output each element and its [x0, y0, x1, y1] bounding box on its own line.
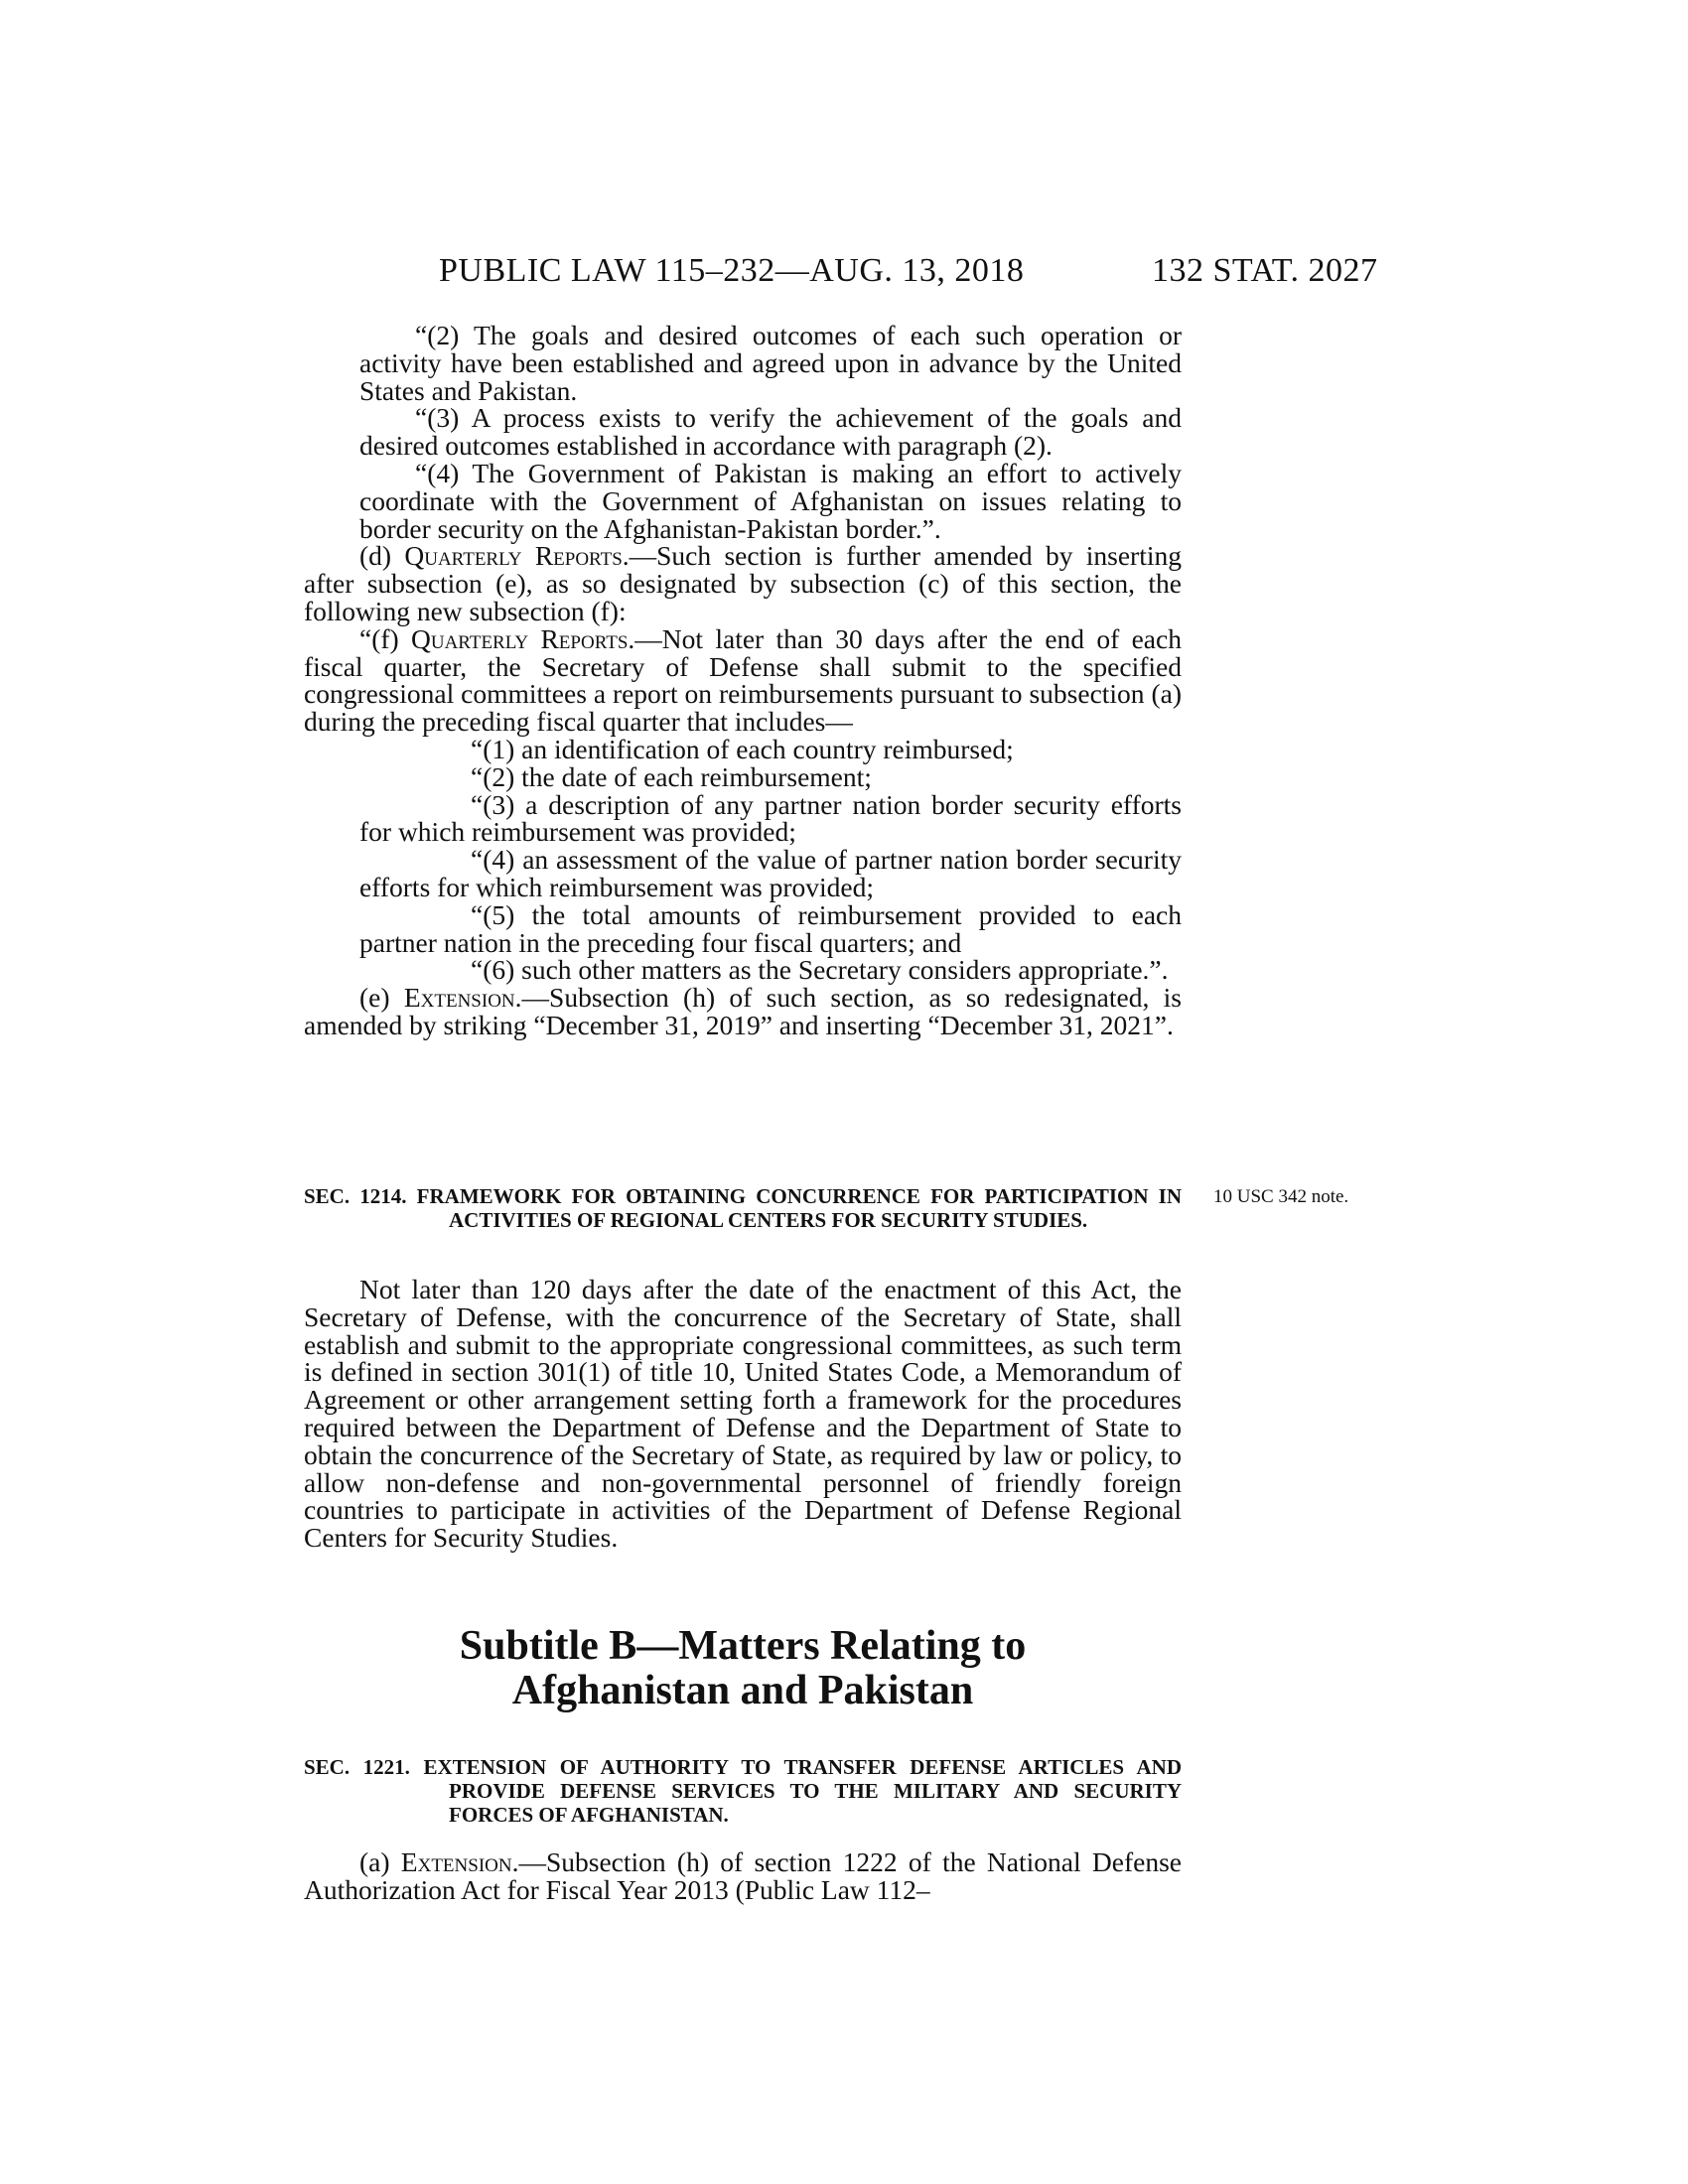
subtitle-line-1: Subtitle B—Matters Relating to: [459, 1623, 1027, 1669]
section-1214-heading: SEC. 1214. FRAMEWORK FOR OBTAINING CONCURRENCE FOR PARTICIPATION IN ACTIVITIES OF REGIONAL CENTERS FOR SECURITY STUDIES.: [304, 1184, 1182, 1232]
list-item: “(6) such other matters as the Secretary considers appropriate.”.: [471, 954, 1169, 986]
subsection-a: [304, 1848, 1182, 1904]
margin-note: 10 USC 342 note.: [1213, 1186, 1349, 1207]
subtitle-line-2: Afghanistan and Pakistan: [511, 1668, 974, 1713]
quoted-paragraph-4: “(4) The Government of Pakistan is making an effort to actively coordinate with the Government of Afghanistan on issues relating to border security on the Afghanistan-Pakistan border.”.: [359, 457, 1182, 544]
subsection-f-caption: Quarterly Reports: [411, 622, 629, 654]
subsection-a-caption: Extension: [400, 1846, 512, 1877]
section-1214-body: [304, 1276, 1182, 1552]
subsection-d-text: .—Such section is further amended by inserting after subsection (e), as so designated by subsection (c) of this section, the following new subsection (f):: [304, 540, 1182, 626]
section-1221-heading: SEC. 1221. EXTENSION OF AUTHORITY TO TRANSFER DEFENSE ARTICLES AND PROVIDE DEFENSE SERVICES TO THE MILITARY AND SECURITY FORCES OF AFGHANISTAN.: [304, 1755, 1182, 1827]
subsection-f: [304, 622, 1182, 738]
subsection-d: [304, 542, 1182, 624]
subsection-f-text: .—Not later than 30 days after the end of each fiscal quarter, the Secretary of Defense shall submit to the specified congressional committees a report on reimbursements pursuant to subsection (a) during the preceding fiscal quarter that includes—: [304, 622, 1182, 738]
list-item: “(2) the date of each reimbursement;: [471, 760, 872, 792]
subsection-e-label: (e): [359, 982, 404, 1014]
subtitle-heading: [304, 1624, 1182, 1713]
list-item: “(5) the total amounts of reimbursement provided to each partner nation in the preceding four fiscal quarters; and: [359, 898, 1182, 958]
list-item: “(1) an identification of each country reimbursed;: [471, 733, 1014, 764]
subsection-e-text: .—Subsection (h) of such section, as so redesignated, is amended by striking “December 31, 2019” and inserting “December 31, 2021”.: [304, 982, 1182, 1040]
section-1221-body: [304, 1848, 1182, 1904]
subsection-e-caption: Extension: [403, 982, 515, 1014]
subsection-d-label: (d): [359, 540, 405, 572]
section-1214-paragraph: Not later than 120 days after the date of the enactment of this Act, the Secretary of Defense, with the concurrence of the Secretary of State, shall establish and submit to the appropriate congressional committees, as such term is defined in section 301(1) of title 10, United States Code, a Memorandum of Agreement or other arrangement setting forth a framework for the procedures required between the Department of Defense and the Department of State to obtain the concurrence of the Secretary of State, as required by law or policy, to allow non-defense and non-governmental personnel of friendly foreign countries to participate in activities of the Department of Defense Regional Centers for Security Studies.: [304, 1274, 1182, 1554]
subsection-e: [304, 984, 1182, 1039]
running-header-title: PUBLIC LAW 115–232—AUG. 13, 2018: [439, 252, 1025, 289]
amendment-text-block: [304, 322, 1182, 1039]
list-item: “(4) an assessment of the value of partner nation border security efforts for which reimbursement was provided;: [359, 844, 1182, 902]
quoted-paragraph-2: “(2) The goals and desired outcomes of each such operation or activity have been established and agreed upon in advance by the United States and Pakistan.: [359, 320, 1182, 406]
subsection-a-text: .—Subsection (h) of section 1222 of the National Defense Authorization Act for Fiscal Year 2013 (Public Law 112–: [304, 1846, 1182, 1905]
subsection-a-label: (a): [359, 1846, 401, 1877]
subsection-d-caption: Quarterly Reports: [404, 540, 623, 572]
list-item: “(3) a description of any partner nation border security efforts for which reimbursement was provided;: [359, 788, 1182, 848]
subsection-f-label: “(f): [359, 622, 411, 654]
page-number: 132 STAT. 2027: [1152, 252, 1378, 289]
quoted-paragraph-3: “(3) A process exists to verify the achievement of the goals and desired outcomes established in accordance with paragraph (2).: [359, 402, 1182, 462]
